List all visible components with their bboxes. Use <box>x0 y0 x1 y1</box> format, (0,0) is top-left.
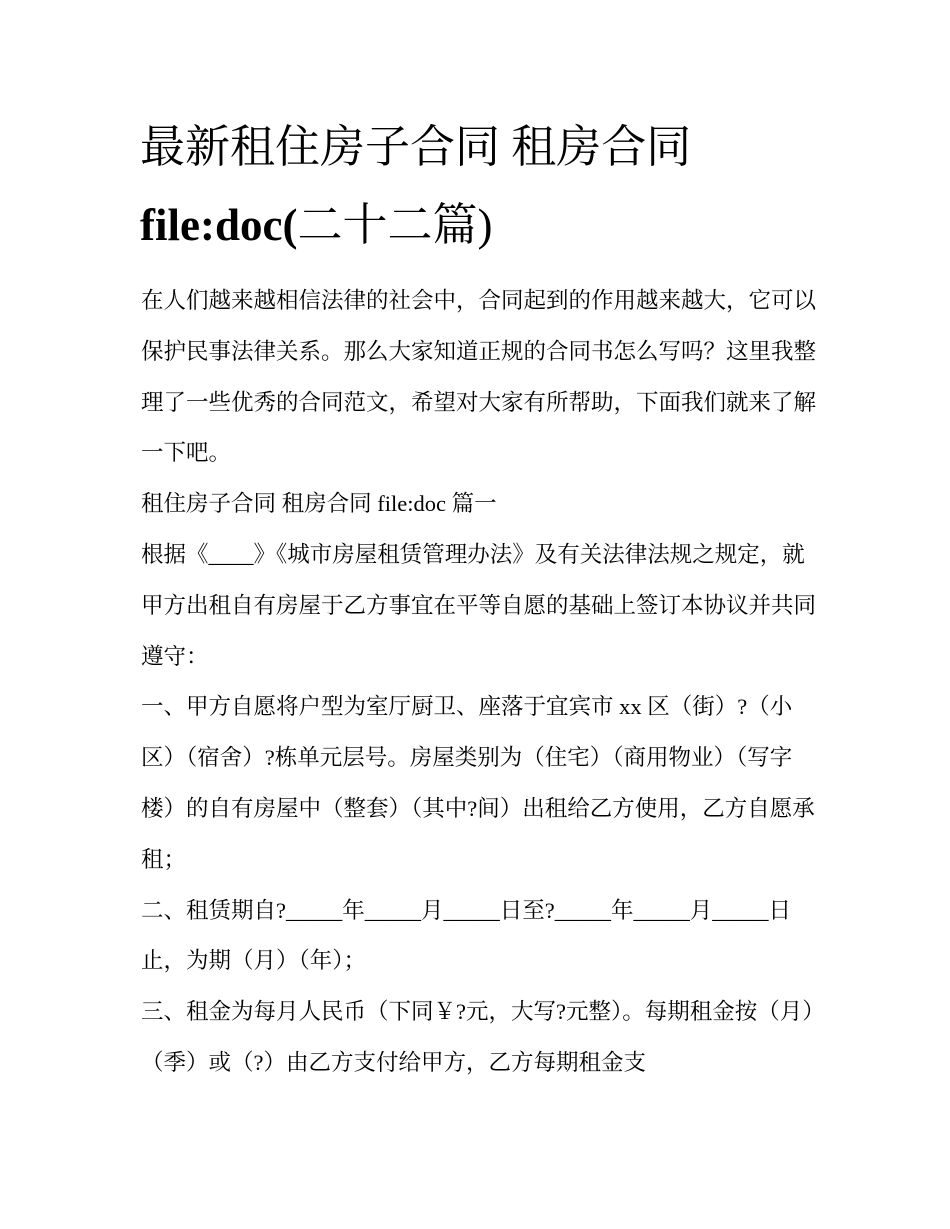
clause-1: 一、甲方自愿将户型为室厅厨卫、座落于宜宾市 xx 区（街）?（小区）（宿舍）?栋单元层号。房屋类别为（住宅）（商用物业）（写字楼）的自有房屋中（整套）（其中?间）出租给乙方使用，乙方自愿承租； <box>141 694 815 872</box>
title-line-2 <box>140 186 840 264</box>
title-line-1: 最新租住房子合同 租房合同 <box>140 122 692 172</box>
title-line-2-latin: file:doc( <box>140 200 298 250</box>
intro-paragraph: 在人们越来越相信法律的社会中，合同起到的作用越来越大，它可以保护民事法律关系。那么大家知道正规的合同书怎么写吗？这里我整理了一些优秀的合同范文，希望对大家有所帮助，下面我们就来了解一下吧。 <box>141 288 817 466</box>
document-title <box>140 108 840 264</box>
clause-3: 三、租金为每月人民币（下同￥?元，大写?元整）。每期租金按（月）（季）或（?）由乙方支付给甲方，乙方每期租金支 <box>141 999 814 1075</box>
section-heading: 租住房子合同 租房合同 file:doc 篇一 <box>141 491 497 517</box>
document-body <box>141 276 821 1089</box>
clause-2: 二、租赁期自?_____年_____月_____日至?_____年_____月_____日止，为期（月）（年）； <box>141 897 791 974</box>
title-line-2-rest: 二十二篇) <box>297 200 493 250</box>
preamble-paragraph: 根据《____》《城市房屋租赁管理办法》及有关法律法规之规定，就甲方出租自有房屋于乙方事宜在平等自愿的基础上签订本协议并共同遵守： <box>141 541 817 669</box>
